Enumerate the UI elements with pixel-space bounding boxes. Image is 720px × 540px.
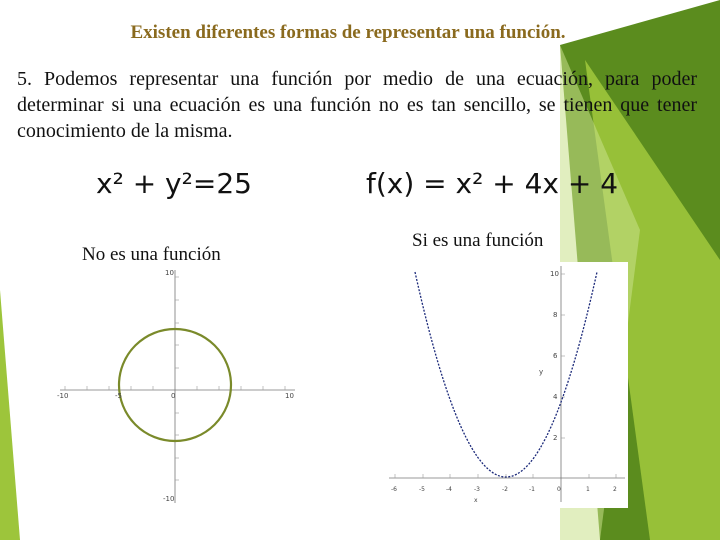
y-axis-label: y (539, 368, 544, 376)
x-tick-neg5: -5 (419, 486, 425, 493)
x-tick-10: 10 (285, 392, 294, 400)
y-tick-4: 4 (553, 393, 558, 401)
y-tick-6: 6 (553, 352, 558, 360)
x-tick-2: 2 (613, 486, 617, 493)
y-tick-2: 2 (553, 434, 558, 442)
x-tick-0: 0 (557, 486, 561, 493)
x-tick-0: 0 (171, 392, 176, 400)
y-tick-10: 10 (550, 270, 559, 278)
label-is-function: Si es una función (412, 230, 544, 251)
parabola-curve (415, 272, 597, 477)
equation-function: f(x) = x² + 4x + 4 (366, 167, 619, 200)
x-axis-label: x (474, 497, 478, 504)
equation-circle: x² + y²=25 (96, 167, 252, 200)
x-tick-neg2: -2 (502, 486, 508, 493)
circle-graph (55, 265, 300, 510)
x-tick-neg6: -6 (391, 486, 397, 493)
x-tick-neg4: -4 (446, 486, 452, 493)
x-tick-1: 1 (586, 486, 590, 493)
left-green-shape (0, 290, 20, 540)
parabola-graph (385, 262, 628, 508)
y-tick-8: 8 (553, 311, 558, 319)
x-tick-neg1: -1 (529, 486, 535, 493)
x-tick-neg5: -5 (115, 392, 122, 400)
y-tick-bottom: -10 (163, 495, 175, 503)
slide-title: Existen diferentes formas de representar una función. (130, 22, 566, 43)
x-tick-neg10: -10 (57, 392, 69, 400)
x-tick-neg3: -3 (474, 486, 480, 493)
slide-paragraph: 5. Podemos representar una función por medio de una ecuación, para poder determinar si una ecuación es una función no es tan sencillo, se tienen que tener conocimiento de la misma. (17, 68, 697, 142)
y-tick-top: 10 (165, 269, 174, 277)
label-not-function: No es una función (82, 244, 221, 265)
